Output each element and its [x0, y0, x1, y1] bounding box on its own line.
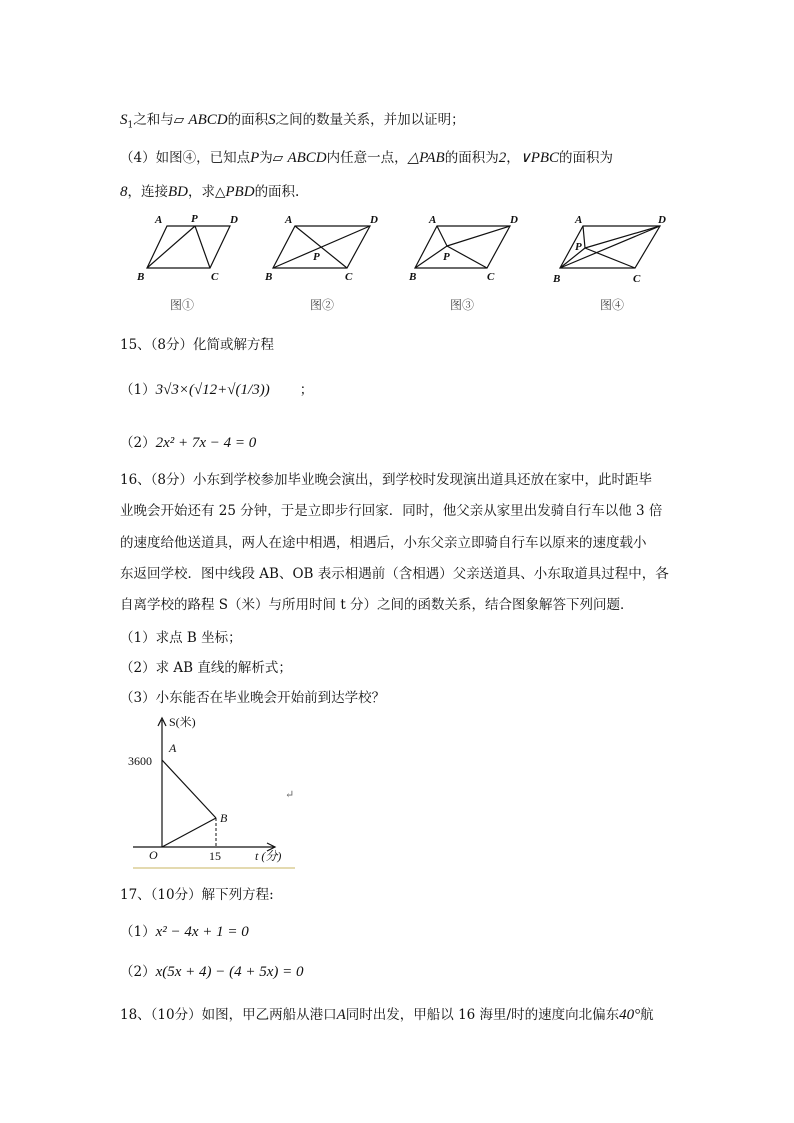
text: ，连接 — [127, 184, 168, 200]
abcd-symbol: ABCD — [188, 112, 228, 128]
text: 的面积为 — [559, 150, 614, 166]
parallelogram-figures — [125, 208, 695, 318]
angle-value: 40° — [619, 1007, 641, 1023]
point-b-label: B — [220, 811, 228, 825]
label-a: A — [575, 214, 583, 226]
label-d: D — [370, 214, 378, 226]
caption-fig-2: 图② — [310, 298, 335, 312]
text: ，求△ — [188, 184, 226, 200]
text: 为▱ — [259, 150, 284, 166]
text: 内任意一点， — [326, 150, 408, 166]
q14-line-3 — [120, 180, 299, 201]
label-c: C — [211, 271, 219, 283]
q15-part-2 — [120, 431, 256, 452]
triangle-pab: △PAB — [407, 150, 445, 166]
math-expression: x(5x + 4) − (4 + 5x) = 0 — [155, 964, 304, 980]
label-d: D — [230, 214, 238, 226]
q17-title: 17、（10分）解下列方程: — [120, 887, 274, 903]
label-p: P — [575, 241, 582, 253]
text: ； — [299, 382, 314, 398]
label-c: C — [487, 271, 495, 283]
part-number: （4） — [120, 150, 156, 166]
text: 的面积. — [254, 184, 300, 200]
math-expression: 3√3×(√12+√(1/3)) — [155, 382, 270, 398]
p-symbol: P — [250, 150, 260, 166]
q16-sub-3: （3）小东能否在毕业晚会开始前到达学校？ — [120, 690, 386, 706]
q16-line-3: 的速度给他送道具，两人在途中相遇，相遇后，小东父亲立即骑自行车以原来的速度载小 — [120, 535, 647, 551]
value-2: 2 — [498, 150, 507, 166]
label-a: A — [155, 214, 163, 226]
q17-part-1 — [120, 920, 249, 941]
q16-line-5: 自离学校的路程 S（米）与所用时间 t 分）之间的函数关系，结合图象解答下列问题． — [120, 597, 634, 613]
text: 之间的数量关系，并加以证明； — [275, 112, 465, 128]
label-p: P — [443, 251, 450, 263]
label-b: B — [137, 271, 145, 283]
label-b: B — [265, 271, 273, 283]
value-8: 8 — [120, 184, 128, 200]
q18-line-1 — [120, 1003, 654, 1024]
caption-fig-4: 图④ — [600, 298, 625, 312]
q15-title: 15、（8分）化简或解方程 — [120, 337, 275, 353]
part-number: （2） — [120, 435, 156, 451]
label-b: B — [553, 273, 561, 285]
text: 航 — [640, 1007, 654, 1023]
part-number: （1） — [120, 382, 156, 398]
math-expression: 2x² + 7x − 4 = 0 — [155, 435, 257, 451]
x-tick-label: 15 — [209, 849, 221, 863]
part-number: （2） — [120, 964, 156, 980]
q16-sub-2: （2）求 AB 直线的解析式； — [120, 660, 292, 676]
triangle-pbc: ∨PBC — [519, 150, 560, 166]
q16-line-1: 16、（8分）小东到学校参加毕业晚会演出，到学校时发现演出道具还放在家中，此时距毕 — [120, 472, 653, 488]
label-c: C — [633, 273, 641, 285]
abcd-symbol: ABCD — [287, 150, 327, 166]
s1-symbol: S — [120, 112, 128, 128]
figure-1 — [147, 226, 230, 268]
label-a: A — [285, 214, 293, 226]
caption-fig-3: 图③ — [450, 298, 475, 312]
return-mark: ↵ — [285, 788, 295, 801]
label-b: B — [409, 271, 417, 283]
segment-ab — [162, 760, 216, 818]
figure-3 — [415, 226, 510, 268]
bd-symbol: BD — [168, 184, 188, 200]
distance-time-chart — [125, 712, 295, 872]
math-expression: x² − 4x + 1 = 0 — [155, 924, 249, 940]
text: 的面积 — [227, 112, 269, 128]
pbd-symbol: PBD — [225, 184, 255, 200]
q14-line-2 — [120, 146, 613, 167]
x-axis-label: t (分) — [255, 849, 282, 863]
port-a-symbol: A — [336, 1007, 346, 1023]
s1-subscript: 1 — [127, 120, 134, 131]
part-number: （1） — [120, 924, 156, 940]
q16-line-2: 业晚会开始还有 25 分钟，于是立即步行回家．同时，他父亲从家里出发骑自行车以他 3 倍 — [120, 503, 663, 519]
q17-part-2 — [120, 960, 304, 981]
text: 如图④，已知点 — [155, 150, 251, 166]
text: 的面积为 — [444, 150, 499, 166]
q16-line-4: 东返回学校．图中线段 AB、OB 表示相遇前（含相遇）父亲送道具、小东取道具过程中，各 — [120, 566, 669, 582]
q14-line-1 — [120, 108, 465, 131]
q16-sub-1: （1）求点 B 坐标； — [120, 630, 242, 646]
label-p: P — [313, 251, 320, 263]
segment-ob — [162, 818, 216, 847]
text: 18、（10分）如图，甲乙两船从港口 — [120, 1007, 337, 1023]
caption-fig-1: 图① — [170, 298, 195, 312]
label-d: D — [510, 214, 518, 226]
label-a: A — [429, 214, 437, 226]
figure-2 — [273, 226, 370, 268]
s-symbol: S — [268, 112, 276, 128]
label-d: D — [658, 214, 666, 226]
origin-label: O — [149, 848, 158, 862]
text: 之和与▱ — [133, 112, 185, 128]
text: 同时出发，甲船以 16 海里/时的速度向北偏东 — [345, 1007, 620, 1023]
y-axis-label: S(米) — [169, 715, 196, 729]
y-tick-label: 3600 — [128, 754, 152, 768]
text: ， — [506, 150, 520, 166]
label-p: P — [191, 213, 198, 225]
q15-part-1 — [120, 378, 313, 399]
label-c: C — [345, 271, 353, 283]
point-a-label: A — [169, 741, 177, 755]
